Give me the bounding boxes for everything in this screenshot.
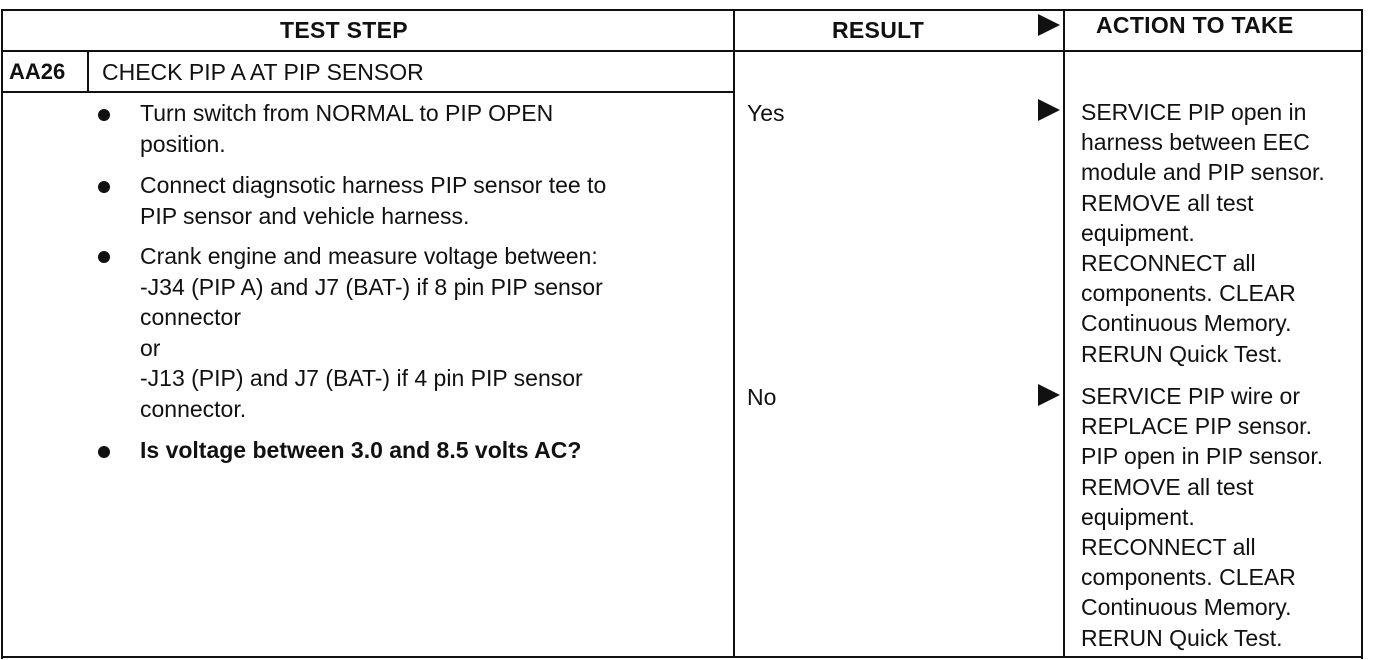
step-title: CHECK PIP A AT PIP SENSOR bbox=[102, 59, 424, 85]
result-yes-arrow-icon bbox=[1038, 99, 1060, 121]
result-no-arrow-icon bbox=[1038, 384, 1060, 406]
column-divider-test-result bbox=[733, 9, 735, 657]
header-result: RESULT bbox=[832, 17, 925, 43]
table-border-top bbox=[1, 9, 1363, 11]
result-yes-action: SERVICE PIP open in harness between EEC module and PIP sensor. REMOVE all test equipment. RECONNECT all components. CLEAR Continuous Memory. RERUN Quick Test. bbox=[1081, 99, 1325, 367]
bullet-icon bbox=[98, 251, 110, 263]
result-yes-label: Yes bbox=[747, 100, 785, 126]
bullet-icon bbox=[98, 109, 110, 121]
header-divider bbox=[1, 50, 1363, 52]
column-divider-result-action bbox=[1063, 9, 1065, 657]
step-bullet-1: Turn switch from NORMAL to PIP OPEN position. bbox=[140, 100, 554, 157]
header-action: ACTION TO TAKE bbox=[1096, 12, 1294, 38]
step-id-divider bbox=[87, 51, 89, 92]
result-no-label: No bbox=[747, 384, 777, 410]
table-border-left bbox=[1, 9, 3, 659]
step-bullet-4-question: Is voltage between 3.0 and 8.5 volts AC? bbox=[140, 437, 582, 463]
bullet-icon bbox=[98, 446, 110, 458]
step-title-divider bbox=[1, 91, 735, 93]
table-border-right bbox=[1361, 9, 1363, 659]
bullet-icon bbox=[98, 181, 110, 193]
header-test-step: TEST STEP bbox=[280, 17, 408, 43]
step-id: AA26 bbox=[9, 59, 66, 84]
result-no-action: SERVICE PIP wire or REPLACE PIP sensor. PIP open in PIP sensor. REMOVE all test equipment. RECONNECT all components. CLEAR Continuous Memory. RERUN Quick Test. bbox=[1081, 383, 1324, 651]
table-border-bottom bbox=[1, 656, 1363, 658]
step-bullet-2: Connect diagnsotic harness PIP sensor tee to PIP sensor and vehicle harness. bbox=[140, 172, 607, 229]
step-bullet-3: Crank engine and measure voltage between: -J34 (PIP A) and J7 (BAT-) if 8 pin PIP sensor connector or -J13 (PIP) and J7 (BAT-) if 4 pin PIP sensor connector. bbox=[140, 243, 603, 422]
header-arrow-icon bbox=[1038, 14, 1060, 36]
